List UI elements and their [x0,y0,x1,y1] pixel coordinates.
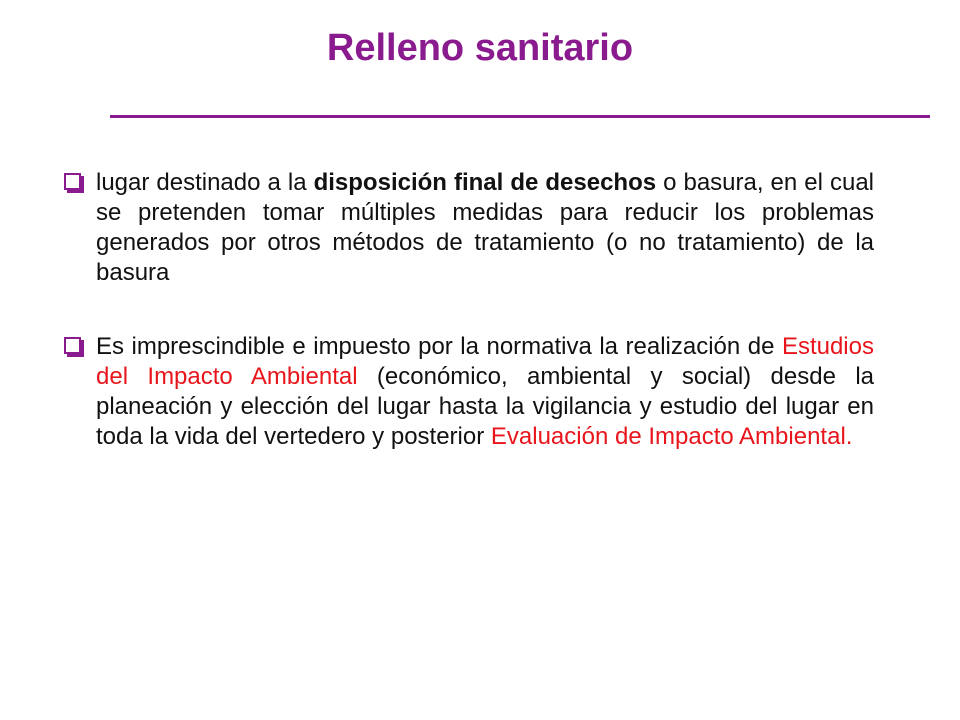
bullet-text-middle: (económico, ambiental y social) desde la planeación y elección del lugar hasta la vigilancia y estudio del lugar en toda la vida del vertedero y posterior [96,363,874,450]
highlight-impact-studies: Estudios del Impacto Ambiental [96,333,874,390]
highlight-impact-evaluation: Evaluación de Impacto Ambiental. [490,423,853,450]
checkbox-bullet-icon [64,337,81,354]
bullet-text-rest: o basura, en el cual se pretenden tomar múltiples medidas para reducir los problemas generados por otros métodos de tratamiento (o no tratamiento) de la basura [96,169,875,286]
checkbox-bullet-icon [64,173,81,190]
bullet-bold-term: disposición final de desechos [313,169,657,196]
title-underline [110,115,930,118]
bullet-item-definition [64,168,874,288]
slide-title: Relleno sanitario [326,27,634,69]
bullet-text-intro: lugar destinado a la [96,169,314,196]
bullet-item-impact-studies [64,332,874,452]
bullet-text-intro: Es imprescindible e impuesto por la normativa la realización de [96,333,782,360]
bullet-list [64,168,874,452]
